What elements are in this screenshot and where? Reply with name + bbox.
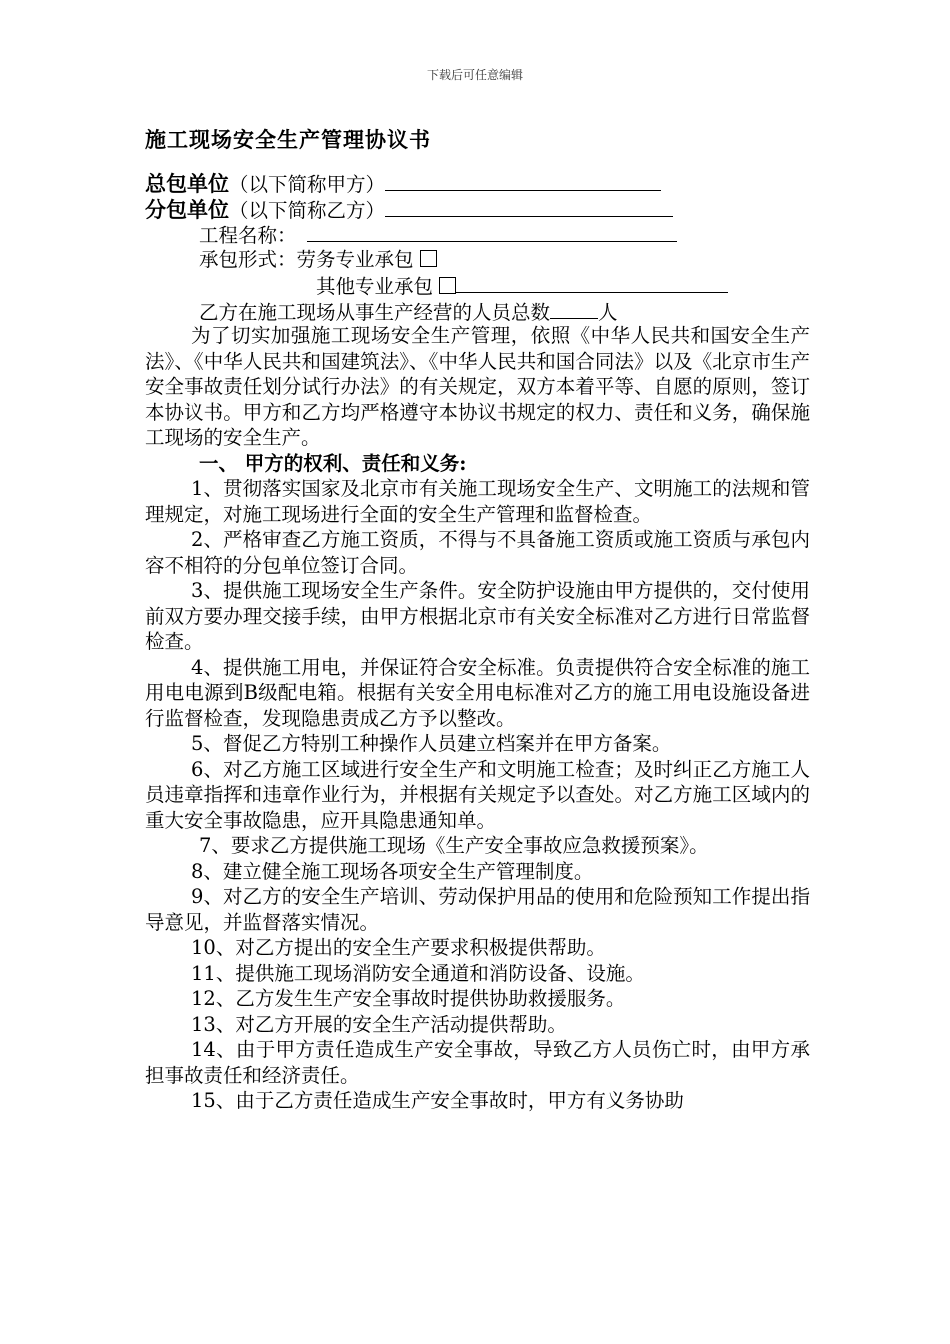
section-1-item-2: 2、严格审查乙方施工资质，不得与不具备施工资质或施工资质与承包内容不相符的分包单位签订合同。 (145, 528, 810, 577)
section-1-item-7-text: 7、要求乙方提供施工现场《生产安全事故应急救援预案》。 (199, 834, 709, 857)
other-contract-blank[interactable] (456, 272, 728, 293)
staff-count-blank[interactable] (550, 298, 598, 319)
contract-form-line-1 (145, 247, 810, 273)
section-1-item-1: 1、贯彻落实国家及北京市有关施工现场安全生产、文明施工的法规和管理规定，对施工现场进行全面的安全生产管理和监督检查。 (145, 477, 810, 526)
general-contractor-line (145, 170, 810, 196)
section-1-item-8: 8、建立健全施工现场各项安全生产管理制度。 (191, 859, 594, 883)
section-1-item-3: 3、提供施工现场安全生产条件。安全防护设施由甲方提供的，交付使用前双方要办理交接手续，由甲方根据北京市有关安全标准对乙方进行日常监督检查。 (145, 579, 810, 653)
subcontractor-note: （以下简称乙方） (229, 198, 386, 222)
section-1-item-9: 9、对乙方的安全生产培训、劳动保护用品的使用和危险预知工作提出指导意见，并监督落实情况。 (145, 885, 810, 934)
contract-option-other: 其他专业承包 (316, 275, 434, 298)
subcontractor-blank[interactable] (385, 196, 673, 217)
intro-paragraph: 为了切实加强施工现场安全生产管理，依照《中华人民共和国安全生产法》、《中华人民共和国建筑法》、《中华人民共和国合同法》以及《北京市生产安全事故责任划分试行办法》的有关规定，双方本着平等、自愿的原则，签订本协议书。甲方和乙方均严格遵守本协议书规定的权力、责任和义务，确保施工现场的安全生产。 (145, 324, 810, 449)
staff-count-text: 乙方在施工现场从事生产经营的人员总数 (199, 300, 551, 324)
contract-option-labor: 劳务专业承包 (296, 247, 414, 271)
document-body (145, 170, 810, 1114)
section-1-item-12: 12、乙方发生生产安全事故时提供协助救援服务。 (191, 987, 626, 1010)
section-1-heading: 一、 甲方的权利、责任和义务: (199, 451, 467, 475)
other-contract-checkbox[interactable] (439, 277, 456, 294)
subcontractor-line (145, 196, 810, 222)
general-contractor-note: （以下简称甲方） (229, 173, 386, 196)
general-contractor-label: 总包单位 (145, 171, 229, 196)
staff-count-unit: 人 (598, 300, 618, 324)
project-name-line (145, 221, 810, 247)
section-1-item-4: 4、提供施工用电，并保证符合安全标准。负责提供符合安全标准的施工用电电源到B级配电箱。根据有关安全用电标准对乙方的施工用电设施设备进行监督检查，发现隐患责成乙方予以整改。 (145, 655, 810, 730)
section-1-item-11: 11、提供施工现场消防安全通道和消防设备、设施。 (191, 961, 645, 985)
staff-count-line (145, 298, 810, 324)
project-name-blank[interactable] (307, 221, 677, 242)
page-header-note: 下载后可任意编辑 (426, 68, 523, 82)
section-1-item-5: 5、督促乙方特别工种操作人员建立档案并在甲方备案。 (191, 732, 672, 755)
section-1-item-7 (145, 833, 810, 859)
document-title: 施工现场安全生产管理协议书 (145, 127, 431, 152)
section-1-item-10: 10、对乙方提出的安全生产要求积极提供帮助。 (191, 936, 606, 959)
project-name-label: 工程名称： (199, 224, 297, 247)
section-1-item-15: 15、由于乙方责任造成生产安全事故时，甲方有义务协助 (191, 1089, 684, 1112)
general-contractor-blank[interactable] (385, 170, 661, 191)
contract-form-line-2 (145, 272, 810, 298)
labor-contract-checkbox[interactable] (420, 250, 437, 267)
section-1-item-14: 14、由于甲方责任造成生产安全事故，导致乙方人员伤亡时，由甲方承担事故责任和经济责任。 (145, 1038, 810, 1087)
contract-form-label: 承包形式： (199, 247, 297, 271)
section-1-item-6: 6、对乙方施工区域进行安全生产和文明施工检查；及时纠正乙方施工人员违章指挥和违章作业行为，并根据有关规定予以查处。对乙方施工区域内的重大安全事故隐患，应开具隐患通知单。 (145, 757, 810, 832)
section-1-item-13: 13、对乙方开展的安全生产活动提供帮助。 (191, 1012, 567, 1036)
subcontractor-label: 分包单位 (145, 196, 229, 222)
